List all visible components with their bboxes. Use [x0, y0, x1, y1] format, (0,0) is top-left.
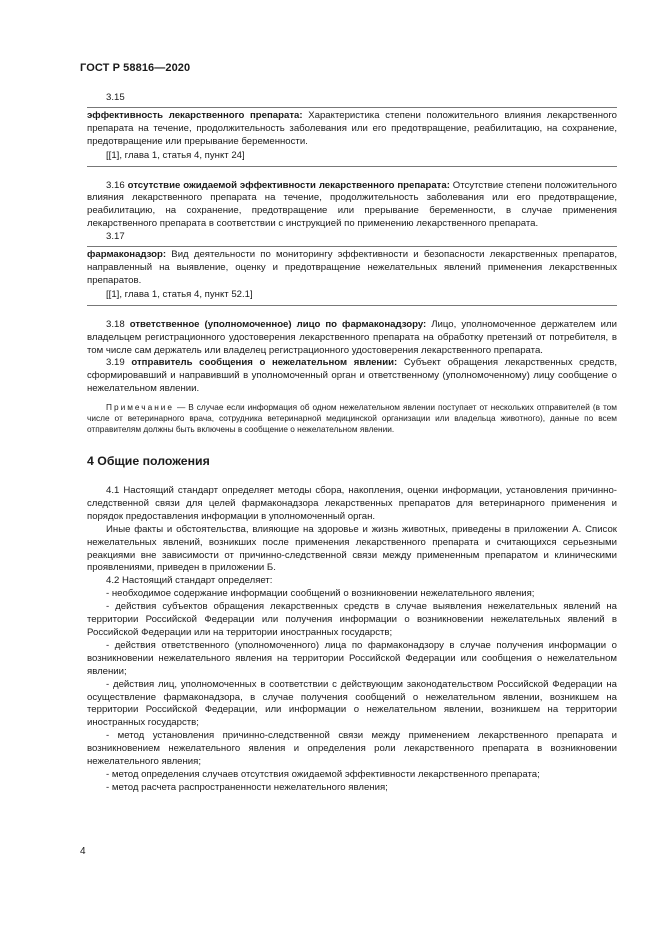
note [87, 402, 617, 435]
section-4-paragraph-2: Иные факты и обстоятельства, влияющие на здоровье и жизнь животных, приведены в приложении А. Список нежелательных явлений, возникших после применения лекарственного препарата и считающихся серьезными реакциями вне зависимости от причинно-следственной связи между примененным препаратом и клиническими проявлениями, приведен в приложении Б. [87, 523, 617, 574]
document-id: ГОСТ Р 58816—2020 [80, 62, 191, 74]
section-4-paragraph-1: 4.1 Настоящий стандарт определяет методы сбора, накопления, оценки информации, установления причинно-следственной связи для целей фармаконадзора лекарственных препаратов для ветеринарного применения и порядок предоставления информации в уполномоченный орган. [87, 485, 617, 522]
term-3-19-definition: Субъект обращения лекарственных средств, сформировавший и направивший в уполномоченный орган и ответственному (уполномоченному) лицу сообщение о нежелательном явлении. [87, 357, 617, 395]
term-3-17-definition: Вид деятельности по мониторингу эффективности и безопасности лекарственных препаратов, направленный на выявление, оценку и предотвращение нежелательных явлений применения лекарственных препаратов. [87, 249, 617, 286]
section-4-paragraph-3: 4.2 Настоящий стандарт определяет: [106, 575, 273, 587]
list-item: - метод расчета распространенности нежелательного явления; [106, 781, 388, 793]
term-3-17-term: фармаконадзор: [87, 249, 167, 261]
term-3-16-text [87, 180, 617, 232]
term-3-18-text [87, 319, 617, 358]
term-3-18-definition: Лицо, уполномоченное держателем или владельцем регистрационного удостоверения лекарственного препарата на обработку претензий от потребителя, в том числе сам держатель или владелец регистрационного удостоверения лекарственного препарата. [87, 318, 617, 356]
term-3-15-text [87, 110, 617, 149]
page-number: 4 [80, 846, 86, 857]
list-item: - действия ответственного (уполномоченного) лица по фармаконадзору в случае получения информации о возникновении нежелательного явления на территории Российской Федерации или сообщения о нежелательном явлении; [87, 639, 617, 677]
list-item: - необходимое содержание информации сообщений о возникновении нежелательного явления; [106, 588, 535, 600]
note-label: Примечание [106, 402, 175, 413]
term-3-19-text [87, 357, 617, 396]
note-text: — В случае если информация об одном нежелательном явлении поступает от нескольких отправителей (в том числе от ветеринарного врача, сотрудника ветеринарной медицинской организации или владельца животного), данные по всем отправителям должны быть включены в сообщение о нежелательном явлении. [87, 402, 617, 435]
term-3-19-term: отправитель сообщения о нежелательном явлении: [131, 357, 398, 369]
section-4-title: 4 Общие положения [87, 454, 210, 469]
term-3-19-number: 3.19 [106, 357, 125, 369]
list-item: - метод определения случаев отсутствия ожидаемой эффективности лекарственного препарата; [106, 768, 540, 780]
list-item: - метод установления причинно-следственной связи между применением лекарственного препарата и возникновением нежелательного явления и определения роли лекарственного препарата в возникновении нежелательного явления; [87, 730, 617, 768]
term-3-17-reference: [[1], глава 1, статья 4, пункт 52.1] [106, 288, 253, 300]
list-item: - действия лиц, уполномоченных в соответствии с действующим законодательством Российской Федерации на осуществление фармаконадзора, в случае получения сообщений о нежелательном явлении, возникшем на территории Российской Федерации, или информации о нежелательном явлении, возникшем на территории иностранных государств; [87, 678, 617, 729]
term-3-16-number: 3.16 [106, 179, 125, 191]
term-3-16-term: отсутствие ожидаемой эффективности лекарственного препарата: [127, 179, 450, 191]
term-3-15-reference: [[1], глава 1, статья 4, пункт 24] [106, 149, 245, 161]
term-3-15-number: 3.15 [106, 92, 125, 103]
term-3-15-box [87, 107, 617, 167]
list-item: - действия субъектов обращения лекарственных средств в случае выявления нежелательных явлений на территории Российской Федерации или получения информации о возникновении нежелательных явлений в Российской Федерации или на территории иностранных государств; [87, 601, 617, 638]
term-3-17-number: 3.17 [106, 231, 125, 243]
term-3-17-text [87, 249, 617, 288]
term-3-18-term: ответственное (уполномоченное) лицо по фармаконадзору: [129, 318, 427, 330]
term-3-15-term: эффективность лекарственного препарата: [87, 109, 303, 121]
page-content [87, 92, 617, 795]
term-3-15-definition: Характеристика степени положительного влияния лекарственного препарата на течение, продолжительность заболевания или его предотвращение, реабилитацию, на сохранение, предотвращение или прерывание беременности. [87, 109, 617, 147]
term-3-18-number: 3.18 [106, 318, 125, 330]
term-3-17-box [87, 246, 617, 306]
term-3-16-definition: Отсутствие степени положительного влияния лекарственного препарата на течение, продолжительность заболевания или его предотвращение, реабилитацию, на сохранение, предотвращение или прерывание беременности, в случае применения лекарственного препарата в соответствии с инструкцией по применению лекарственного препарата. [87, 179, 617, 230]
